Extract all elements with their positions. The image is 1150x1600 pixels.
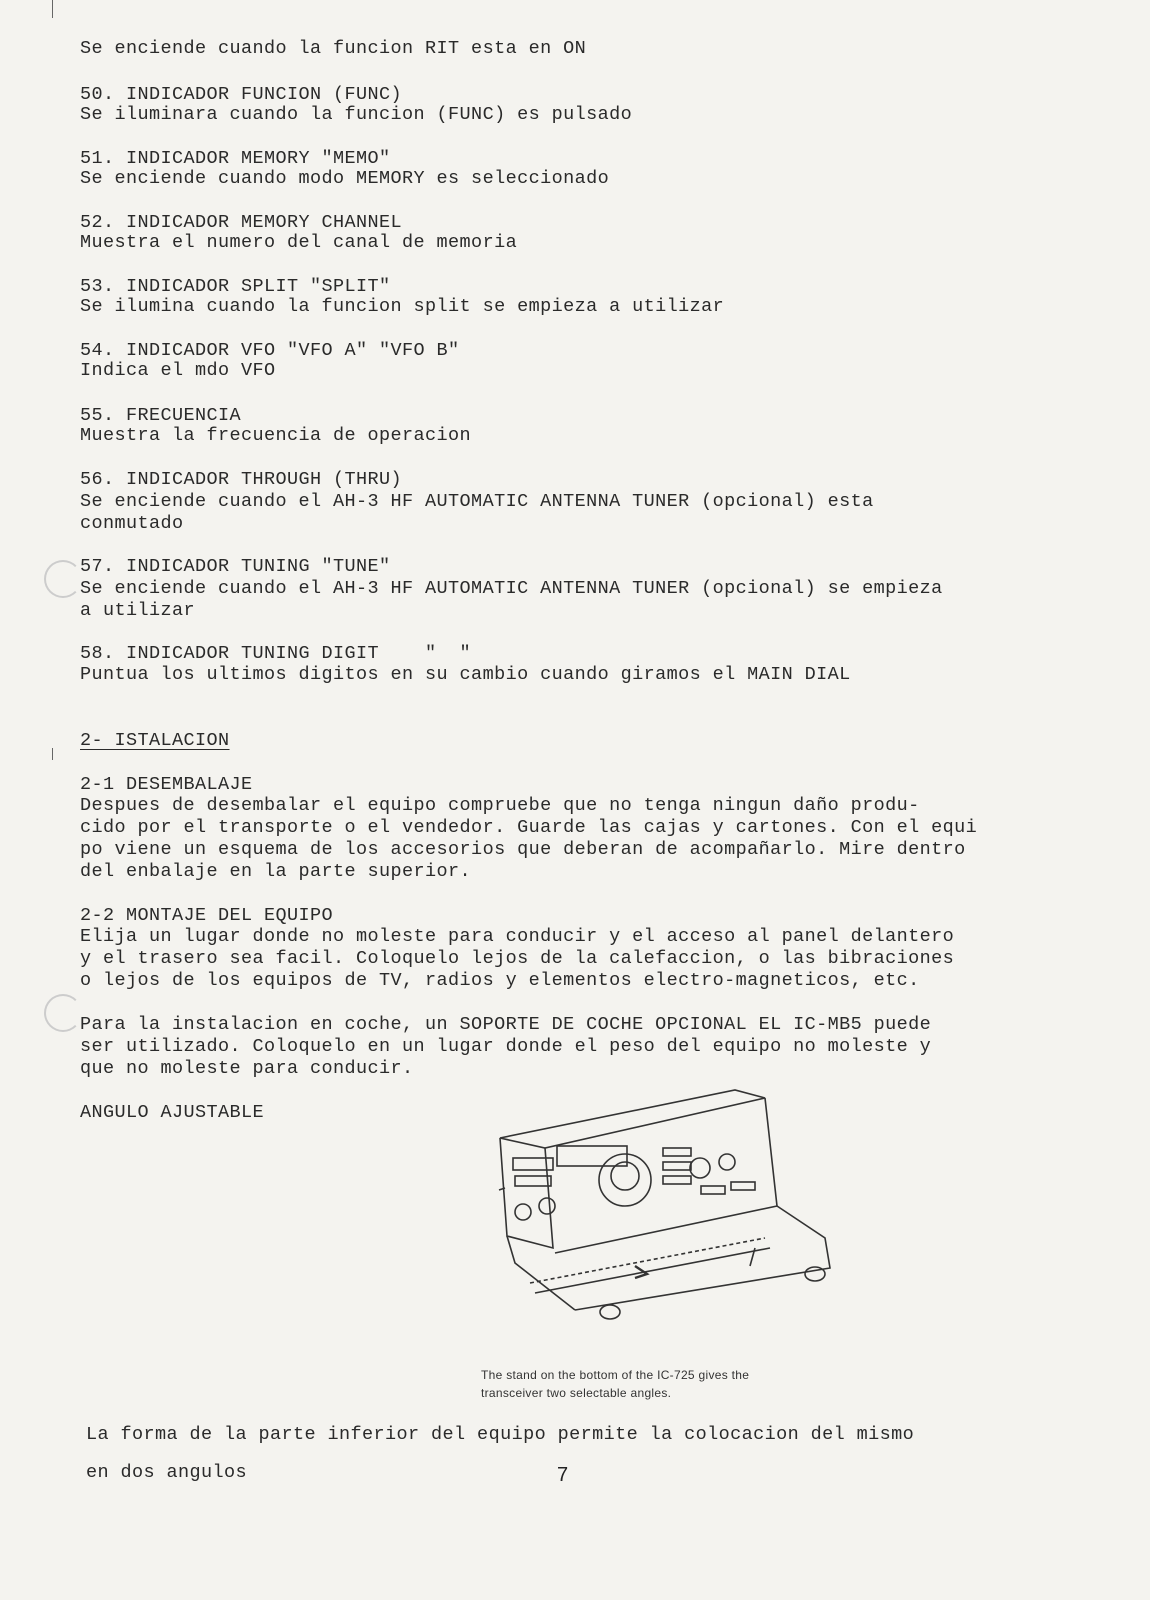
subsection-2-1-line: cido por el transporte o el vendedor. Guarde las cajas y cartones. Con el equi — [80, 817, 978, 838]
indicator-55-heading: 55. FRECUENCIA — [80, 405, 242, 426]
figure-caption-line-2: transceiver two selectable angles. — [481, 1386, 672, 1400]
indicator-52-heading: 52. INDICADOR MEMORY CHANNEL — [80, 212, 403, 233]
indicator-55-text: Muestra la frecuencia de operacion — [80, 425, 472, 446]
subsection-2-2-line: o lejos de los equipos de TV, radios y elementos electro-magneticos, etc. — [80, 970, 920, 991]
indicator-57-heading: 57. INDICADOR TUNING "TUNE" — [80, 556, 391, 577]
indicator-50-text: Se iluminara cuando la funcion (FUNC) es pulsado — [80, 104, 633, 125]
indicator-51-heading: 51. INDICADOR MEMORY "MEMO" — [80, 148, 391, 169]
transceiver-illustration — [495, 1088, 875, 1332]
indicator-56-text: Se enciende cuando el AH-3 HF AUTOMATIC ANTENNA TUNER (opcional) esta — [80, 491, 874, 512]
indicator-56-text-cont: conmutado — [80, 513, 184, 534]
subsection-2-1-line: Despues de desembalar el equipo compruebe que no tenga ningun daño produ- — [80, 795, 920, 816]
indicator-52-text: Muestra el numero del canal de memoria — [80, 232, 518, 253]
car-mount-line: que no moleste para conducir. — [80, 1058, 414, 1079]
margin-mark — [52, 748, 53, 760]
indicator-57-text-cont: a utilizar — [80, 600, 196, 621]
subsection-2-2-line: Elija un lugar donde no moleste para conducir y el acceso al panel delantero — [80, 926, 955, 947]
indicator-53-text: Se ilumina cuando la funcion split se empieza a utilizar — [80, 296, 725, 317]
margin-mark — [52, 0, 53, 18]
page-number: 7 — [557, 1464, 569, 1486]
subsection-2-2-line: y el trasero sea facil. Coloquelo lejos de la calefaccion, o las bibraciones — [80, 948, 955, 969]
footer-line-2: en dos angulos — [86, 1462, 248, 1483]
indicator-56-heading: 56. INDICADOR THROUGH (THRU) — [80, 469, 403, 490]
section-title: 2- ISTALACION — [80, 730, 230, 751]
indicator-58-heading: 58. INDICADOR TUNING DIGIT " " — [80, 643, 472, 664]
indicator-53-heading: 53. INDICADOR SPLIT "SPLIT" — [80, 276, 391, 297]
indicator-54-heading: 54. INDICADOR VFO "VFO A" "VFO B" — [80, 340, 460, 361]
subsection-2-1-line: del enbalaje en la parte superior. — [80, 861, 472, 882]
car-mount-line: Para la instalacion en coche, un SOPORTE DE COCHE OPCIONAL EL IC-MB5 puede — [80, 1014, 932, 1035]
subsection-2-1-line: po viene un esquema de los accesorios que deberan de acompañarlo. Mire dentro — [80, 839, 966, 860]
punch-hole — [44, 994, 82, 1032]
subsection-2-1-title: 2-1 DESEMBALAJE — [80, 774, 253, 795]
indicator-54-text: Indica el mdo VFO — [80, 360, 276, 381]
car-mount-line: ser utilizado. Coloquelo en un lugar donde el peso del equipo no moleste y — [80, 1036, 932, 1057]
subsection-2-2-title: 2-2 MONTAJE DEL EQUIPO — [80, 905, 334, 926]
indicator-51-text: Se enciende cuando modo MEMORY es seleccionado — [80, 168, 610, 189]
indicator-58-text: Puntua los ultimos digitos en su cambio cuando giramos el MAIN DIAL — [80, 664, 851, 685]
indicator-49-text: Se enciende cuando la funcion RIT esta en ON — [80, 38, 587, 59]
punch-hole — [44, 560, 82, 598]
footer-line-1: La forma de la parte inferior del equipo permite la colocacion del mismo — [86, 1424, 915, 1445]
indicator-50-heading: 50. INDICADOR FUNCION (FUNC) — [80, 84, 403, 105]
figure-caption-line-1: The stand on the bottom of the IC-725 gives the — [481, 1368, 750, 1382]
indicator-57-text: Se enciende cuando el AH-3 HF AUTOMATIC ANTENNA TUNER (opcional) se empieza — [80, 578, 943, 599]
angle-title: ANGULO AJUSTABLE — [80, 1102, 265, 1123]
